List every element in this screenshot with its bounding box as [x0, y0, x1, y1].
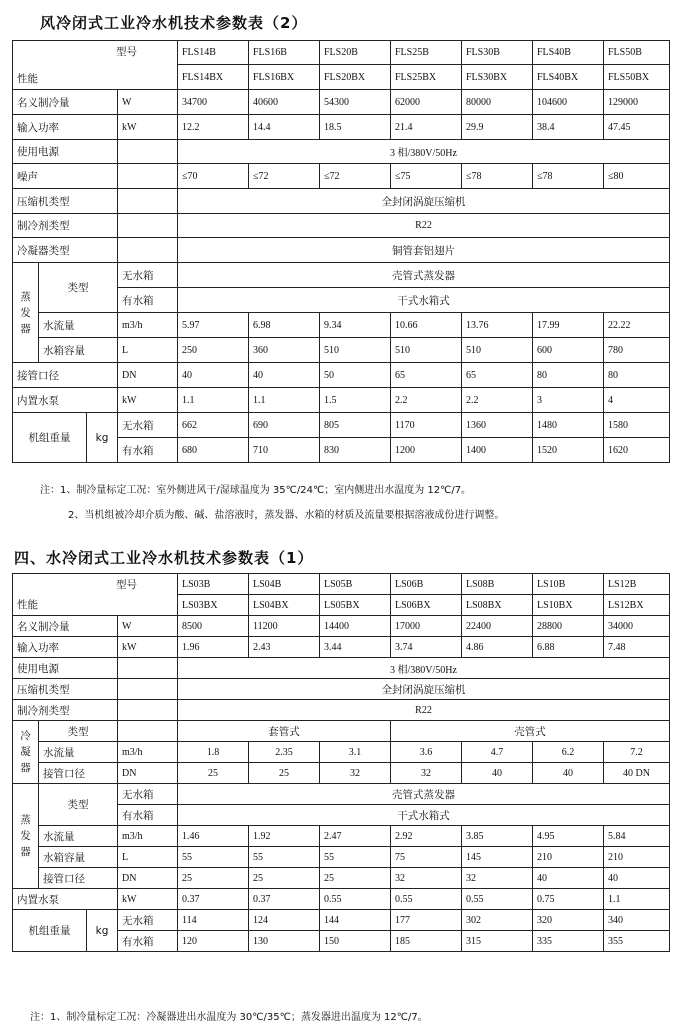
value-cell: 335 [533, 931, 604, 952]
performance-header: 性能 [17, 599, 38, 611]
row-label: 接管口径 [13, 363, 118, 388]
value-cell: 3.85 [462, 826, 533, 847]
value-cell: 12.2 [178, 115, 249, 140]
value-cell: 3 [533, 388, 604, 413]
value-cell: 34000 [604, 616, 670, 637]
header-corner-cell [13, 41, 178, 90]
row-label: 压缩机类型 [13, 189, 118, 214]
model-cell: FLS50BX [604, 65, 670, 90]
model-cell: FLS30BX [462, 65, 533, 90]
unit-cell: kW [118, 637, 178, 658]
value-cell: 34700 [178, 90, 249, 115]
value-cell: 129000 [604, 90, 670, 115]
model-cell: LS06B [391, 574, 462, 595]
value-cell: 3.1 [320, 742, 391, 763]
value-cell: 302 [462, 910, 533, 931]
value-cell: 47.45 [604, 115, 670, 140]
value-cell: ≤75 [391, 164, 462, 189]
value-cell: 680 [178, 438, 249, 463]
row-label: 制冷剂类型 [13, 214, 118, 238]
value-cell: 340 [604, 910, 670, 931]
value-cell: 80 [604, 363, 670, 388]
value-cell: 2.35 [249, 742, 320, 763]
value-cell: 250 [178, 338, 249, 363]
row-label: 制冷剂类型 [13, 700, 118, 721]
sub-label: 无水箱 [118, 910, 178, 931]
value-cell: 1400 [462, 438, 533, 463]
value-cell: 662 [178, 413, 249, 438]
value-cell: 21.4 [391, 115, 462, 140]
value-cell: 780 [604, 338, 670, 363]
value-cell: 2.47 [320, 826, 391, 847]
value-cell: 38.4 [533, 115, 604, 140]
value-cell: 1580 [604, 413, 670, 438]
value-cell: 40 [249, 363, 320, 388]
type-label: 类型 [39, 721, 118, 742]
value-cell: 1.5 [320, 388, 391, 413]
value-cell: 25 [249, 763, 320, 784]
value-cell: 7.48 [604, 637, 670, 658]
value-cell: 1.8 [178, 742, 249, 763]
unit-cell: L [118, 847, 178, 868]
row-label: 输入功率 [13, 637, 118, 658]
row-label: 内置水泵 [13, 889, 118, 910]
row-label: 水流量 [39, 742, 118, 763]
model-cell: LS04BX [249, 595, 320, 616]
value-cell: 600 [533, 338, 604, 363]
value-cell: 14.4 [249, 115, 320, 140]
model-cell: FLS20B [320, 41, 391, 65]
value-cell: 3.6 [391, 742, 462, 763]
value-cell: 0.75 [533, 889, 604, 910]
value-cell: 2.43 [249, 637, 320, 658]
value-cell: 80 [533, 363, 604, 388]
model-cell: FLS16B [249, 41, 320, 65]
value-cell: 355 [604, 931, 670, 952]
value-cell: 13.76 [462, 313, 533, 338]
value-cell: 40 [604, 868, 670, 889]
table1-note-2: 2、当机组被冷却介质为酸、碱、盐溶液时，蒸发器、水箱的材质及流量要根据溶液成份进行调整。 [68, 510, 505, 521]
value-cell: 5.84 [604, 826, 670, 847]
value-cell: 54300 [320, 90, 391, 115]
value-cell: 22400 [462, 616, 533, 637]
model-cell: LS06BX [391, 595, 462, 616]
unit-cell: DN [118, 363, 178, 388]
value-cell: 3 相/380V/50Hz [178, 658, 670, 679]
weight-label: 机组重量 [13, 413, 87, 463]
unit-cell: m3/h [118, 742, 178, 763]
value-cell: 套管式 [178, 721, 391, 742]
value-cell: 壳管式蒸发器 [178, 263, 670, 288]
value-cell: 全封闭涡旋压缩机 [178, 189, 670, 214]
value-cell: 62000 [391, 90, 462, 115]
value-cell: 510 [391, 338, 462, 363]
value-cell: 177 [391, 910, 462, 931]
model-cell: FLS14B [178, 41, 249, 65]
value-cell: 32 [462, 868, 533, 889]
value-cell: 全封闭涡旋压缩机 [178, 679, 670, 700]
value-cell: 114 [178, 910, 249, 931]
model-cell: FLS14BX [178, 65, 249, 90]
unit-cell [118, 140, 178, 164]
unit-cell: W [118, 90, 178, 115]
value-cell: 65 [462, 363, 533, 388]
row-label: 冷凝器类型 [13, 238, 118, 263]
performance-header: 性能 [17, 73, 38, 85]
value-cell: 2.2 [462, 388, 533, 413]
value-cell: 1.1 [178, 388, 249, 413]
value-cell: 6.98 [249, 313, 320, 338]
model-cell: LS04B [249, 574, 320, 595]
header-corner-cell [13, 574, 178, 616]
value-cell: 510 [462, 338, 533, 363]
value-cell: 17000 [391, 616, 462, 637]
value-cell: 壳管式 [391, 721, 670, 742]
model-cell: FLS16BX [249, 65, 320, 90]
value-cell: 1.1 [249, 388, 320, 413]
value-cell: 80000 [462, 90, 533, 115]
value-cell: 1360 [462, 413, 533, 438]
unit-cell [118, 658, 178, 679]
model-header: 型号 [116, 579, 137, 591]
weight-unit: kg [87, 910, 118, 952]
value-cell: ≤80 [604, 164, 670, 189]
unit-cell [118, 679, 178, 700]
value-cell: 6.2 [533, 742, 604, 763]
value-cell: 1.96 [178, 637, 249, 658]
model-cell: LS05BX [320, 595, 391, 616]
value-cell: 32 [391, 763, 462, 784]
sub-label: 有水箱 [118, 805, 178, 826]
model-cell: LS03B [178, 574, 249, 595]
value-cell: 14400 [320, 616, 391, 637]
unit-cell [118, 164, 178, 189]
row-label: 接管口径 [39, 763, 118, 784]
value-cell: R22 [178, 700, 670, 721]
value-cell: 120 [178, 931, 249, 952]
type-label: 类型 [39, 263, 118, 313]
value-cell: 4 [604, 388, 670, 413]
value-cell: 690 [249, 413, 320, 438]
value-cell: 1170 [391, 413, 462, 438]
value-cell: 25 [178, 763, 249, 784]
value-cell: 0.55 [391, 889, 462, 910]
sub-label: 有水箱 [118, 288, 178, 313]
value-cell: ≤72 [320, 164, 391, 189]
table2-note-1: 注：1、制冷量标定工况：冷凝器进出水温度为 30℃/35℃；蒸发器进出温度为 12℃/7。 [30, 1012, 428, 1023]
value-cell: 8500 [178, 616, 249, 637]
value-cell: 3 相/380V/50Hz [178, 140, 670, 164]
unit-cell: kW [118, 889, 178, 910]
sub-label: 有水箱 [118, 931, 178, 952]
value-cell: 1520 [533, 438, 604, 463]
value-cell: 18.5 [320, 115, 391, 140]
model-cell: LS12BX [604, 595, 670, 616]
model-cell: FLS40B [533, 41, 604, 65]
value-cell: 830 [320, 438, 391, 463]
row-label: 压缩机类型 [13, 679, 118, 700]
value-cell: 0.37 [178, 889, 249, 910]
value-cell: ≤78 [533, 164, 604, 189]
value-cell: 360 [249, 338, 320, 363]
value-cell: ≤78 [462, 164, 533, 189]
condenser-label: 冷凝器 [13, 721, 39, 784]
unit-cell [118, 214, 178, 238]
unit-cell: DN [118, 763, 178, 784]
value-cell: 壳管式蒸发器 [178, 784, 670, 805]
unit-cell [118, 700, 178, 721]
value-cell: 40 [462, 763, 533, 784]
weight-unit: kg [87, 413, 118, 463]
evaporator-label: 蒸发器 [13, 263, 39, 363]
value-cell: 0.55 [320, 889, 391, 910]
value-cell: 29.9 [462, 115, 533, 140]
value-cell: 2.2 [391, 388, 462, 413]
row-label: 水箱容量 [39, 338, 118, 363]
value-cell: 40 [533, 868, 604, 889]
table1-note-1: 注：1、制冷量标定工况：室外侧进风干/湿球温度为 35℃/24℃；室内侧进出水温度为 12℃/7。 [40, 485, 472, 496]
value-cell: ≤72 [249, 164, 320, 189]
value-cell: 1.46 [178, 826, 249, 847]
model-cell: LS05B [320, 574, 391, 595]
value-cell: 50 [320, 363, 391, 388]
value-cell: 28800 [533, 616, 604, 637]
value-cell: 185 [391, 931, 462, 952]
value-cell: 3.44 [320, 637, 391, 658]
unit-cell: m3/h [118, 313, 178, 338]
value-cell: 17.99 [533, 313, 604, 338]
row-label: 噪声 [13, 164, 118, 189]
value-cell: 805 [320, 413, 391, 438]
value-cell: 510 [320, 338, 391, 363]
value-cell: 6.88 [533, 637, 604, 658]
model-header: 型号 [116, 46, 137, 58]
water-cooled-spec-table [12, 573, 670, 952]
value-cell: 25 [249, 868, 320, 889]
row-label: 名义制冷量 [13, 616, 118, 637]
unit-cell: m3/h [118, 826, 178, 847]
value-cell: 210 [533, 847, 604, 868]
model-cell: LS10B [533, 574, 604, 595]
value-cell: 124 [249, 910, 320, 931]
value-cell: 0.55 [462, 889, 533, 910]
value-cell: 144 [320, 910, 391, 931]
value-cell: 4.7 [462, 742, 533, 763]
weight-label: 机组重量 [13, 910, 87, 952]
unit-cell: L [118, 338, 178, 363]
value-cell: 130 [249, 931, 320, 952]
row-label: 水流量 [39, 313, 118, 338]
value-cell: 315 [462, 931, 533, 952]
value-cell: 55 [178, 847, 249, 868]
model-cell: FLS50B [604, 41, 670, 65]
row-label: 水箱容量 [39, 847, 118, 868]
unit-cell: kW [118, 115, 178, 140]
value-cell: 1200 [391, 438, 462, 463]
value-cell: 145 [462, 847, 533, 868]
row-label: 名义制冷量 [13, 90, 118, 115]
sub-label: 无水箱 [118, 413, 178, 438]
value-cell: 5.97 [178, 313, 249, 338]
value-cell: 22.22 [604, 313, 670, 338]
value-cell: 104600 [533, 90, 604, 115]
model-cell: FLS40BX [533, 65, 604, 90]
value-cell: 150 [320, 931, 391, 952]
row-label: 输入功率 [13, 115, 118, 140]
value-cell: 710 [249, 438, 320, 463]
value-cell: 320 [533, 910, 604, 931]
sub-label: 无水箱 [118, 784, 178, 805]
value-cell: 40 [178, 363, 249, 388]
value-cell: 10.66 [391, 313, 462, 338]
value-cell: 25 [320, 868, 391, 889]
value-cell: 3.74 [391, 637, 462, 658]
sub-label: 无水箱 [118, 263, 178, 288]
unit-cell [118, 189, 178, 214]
model-cell: FLS30B [462, 41, 533, 65]
value-cell: 干式水箱式 [178, 288, 670, 313]
value-cell: 0.37 [249, 889, 320, 910]
value-cell: 55 [249, 847, 320, 868]
model-cell: LS08B [462, 574, 533, 595]
value-cell: 7.2 [604, 742, 670, 763]
unit-cell: kW [118, 388, 178, 413]
air-cooled-spec-table [12, 40, 670, 463]
value-cell: 40 [533, 763, 604, 784]
row-label: 水流量 [39, 826, 118, 847]
table2-title: 四、水冷闭式工业冷水机技术参数表（1） [14, 549, 314, 567]
value-cell: 1.92 [249, 826, 320, 847]
value-cell: 2.92 [391, 826, 462, 847]
value-cell: 75 [391, 847, 462, 868]
value-cell: 55 [320, 847, 391, 868]
model-cell: FLS25B [391, 41, 462, 65]
value-cell: 32 [391, 868, 462, 889]
type-label: 类型 [39, 784, 118, 826]
value-cell: 25 [178, 868, 249, 889]
value-cell: 铜管套铝翅片 [178, 238, 670, 263]
value-cell: 32 [320, 763, 391, 784]
unit-cell [118, 721, 178, 742]
evaporator-label: 蒸发器 [13, 784, 39, 889]
model-cell: LS10BX [533, 595, 604, 616]
value-cell: 干式水箱式 [178, 805, 670, 826]
value-cell: 4.95 [533, 826, 604, 847]
value-cell: R22 [178, 214, 670, 238]
value-cell: ≤70 [178, 164, 249, 189]
value-cell: 65 [391, 363, 462, 388]
row-label: 使用电源 [13, 140, 118, 164]
value-cell: 4.86 [462, 637, 533, 658]
model-cell: LS03BX [178, 595, 249, 616]
row-label: 接管口径 [39, 868, 118, 889]
value-cell: 210 [604, 847, 670, 868]
value-cell: 1480 [533, 413, 604, 438]
value-cell: 1620 [604, 438, 670, 463]
unit-cell [118, 238, 178, 263]
row-label: 使用电源 [13, 658, 118, 679]
value-cell: 9.34 [320, 313, 391, 338]
model-cell: LS08BX [462, 595, 533, 616]
unit-cell: DN [118, 868, 178, 889]
row-label: 内置水泵 [13, 388, 118, 413]
table1-title: 风冷闭式工业冷水机技术参数表（2） [40, 14, 308, 32]
value-cell: 40 DN [604, 763, 670, 784]
value-cell: 40600 [249, 90, 320, 115]
unit-cell: W [118, 616, 178, 637]
value-cell: 11200 [249, 616, 320, 637]
model-cell: LS12B [604, 574, 670, 595]
model-cell: FLS20BX [320, 65, 391, 90]
sub-label: 有水箱 [118, 438, 178, 463]
value-cell: 1.1 [604, 889, 670, 910]
model-cell: FLS25BX [391, 65, 462, 90]
